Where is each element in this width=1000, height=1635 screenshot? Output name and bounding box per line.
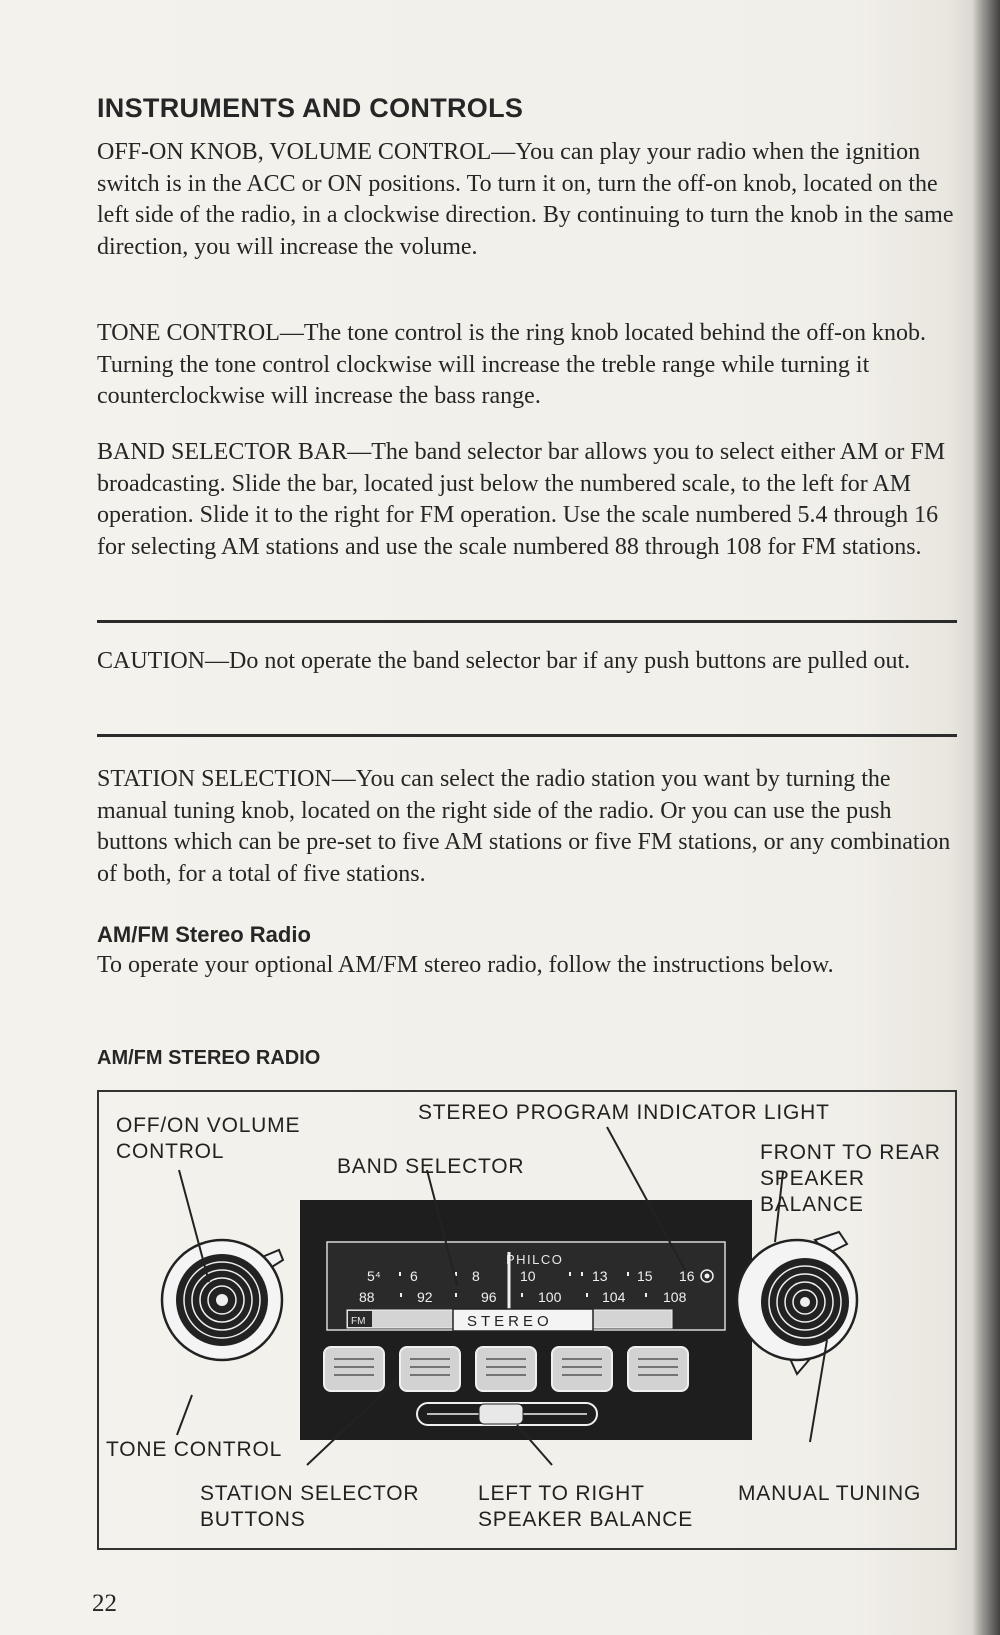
am-scale-15: 15: [637, 1268, 653, 1284]
stereo-radio-intro: To operate your optional AM/FM stereo radio, follow the instructions below.: [97, 952, 834, 978]
station-button-3[interactable]: [476, 1347, 536, 1391]
am-scale-5-4: 5⁴: [367, 1268, 381, 1284]
fm-scale-88: 88: [359, 1289, 375, 1305]
am-scale-10: 10: [520, 1268, 536, 1284]
caution-bottom-rule: [97, 734, 957, 737]
off-on-volume-knob[interactable]: [162, 1240, 283, 1360]
label-station-buttons: STATION SELECTOR BUTTONS: [200, 1482, 420, 1531]
label-stereo-indicator: STEREO PROGRAM INDICATOR LIGHT: [418, 1101, 830, 1124]
fm-scale-108: 108: [663, 1289, 687, 1305]
manual-tuning-knob[interactable]: [737, 1232, 857, 1374]
fm-scale-96: 96: [481, 1289, 497, 1305]
fm-tag: FM: [351, 1316, 366, 1327]
label-band-selector: BAND SELECTOR: [337, 1155, 525, 1178]
caution-top-rule: [97, 620, 957, 623]
am-scale-13: 13: [592, 1268, 608, 1284]
figure-title: AM/FM STEREO RADIO: [97, 1047, 321, 1069]
paragraph-volume-control: OFF-ON KNOB, VOLUME CONTROL—You can play your radio when the ignition switch is in the ACC or ON positions. To turn it on, turn the off-on knob, located on the left side of the radio, in a clockwise direction. By continuing to turn the knob in the same direction, you will increase the volume.: [97, 139, 954, 260]
balance-slider-handle[interactable]: [479, 1404, 523, 1424]
label-manual-tuning: MANUAL TUNING: [738, 1482, 922, 1505]
station-button-5[interactable]: [628, 1347, 688, 1391]
label-tone-control: TONE CONTROL: [106, 1438, 283, 1461]
stereo-radio-subheading: AM/FM Stereo Radio: [97, 922, 311, 947]
label-off-on-volume: OFF/ON VOLUME CONTROL: [116, 1114, 301, 1163]
am-scale-6: 6: [410, 1268, 418, 1284]
fm-scale-92: 92: [417, 1289, 433, 1305]
station-button-2[interactable]: [400, 1347, 460, 1391]
fm-scale-104: 104: [602, 1289, 626, 1305]
fm-scale-100: 100: [538, 1289, 562, 1305]
page-number: 22: [92, 1590, 117, 1617]
caution-text: CAUTION—Do not operate the band selector bar if any push buttons are pulled out.: [97, 648, 911, 674]
am-scale-8: 8: [472, 1268, 480, 1284]
paragraph-tone-control: TONE CONTROL—The tone control is the ring knob located behind the off-on knob. Turning the tone control clockwise will increase the treble range while turning it counterclockwise will increase the bass range.: [97, 320, 926, 409]
page-heading: INSTRUMENTS AND CONTROLS: [97, 93, 524, 123]
paragraph-band-selector: BAND SELECTOR BAR—The band selector bar allows you to select either AM or FM broadcasting. Slide the bar, located just below the numbered scale, to the left for AM operation. Slide it to the right for FM operation. Use the scale numbered 5.4 through 16 for selecting AM stations and use the scale numbered 88 through 108 for FM stations.: [97, 439, 946, 560]
station-selector-buttons[interactable]: [324, 1347, 688, 1391]
page-edge-shadow: [972, 0, 1000, 1635]
label-front-rear-balance: FRONT TO REAR SPEAKER BALANCE: [760, 1141, 941, 1216]
am-scale-16: 16: [679, 1268, 695, 1284]
paragraph-station-selection: STATION SELECTION—You can select the radio station you want by turning the manual tuning knob, located on the right side of the radio. Or you can use the push buttons which can be pre-set to five AM stations or five FM stations, or any combination of both, for a total of five stations.: [97, 766, 951, 887]
station-button-1[interactable]: [324, 1347, 384, 1391]
label-left-right-balance: LEFT TO RIGHT SPEAKER BALANCE: [478, 1482, 694, 1531]
station-button-4[interactable]: [552, 1347, 612, 1391]
stereo-window-text: STEREO: [467, 1313, 553, 1330]
brand-label: PHILCO: [506, 1252, 564, 1267]
